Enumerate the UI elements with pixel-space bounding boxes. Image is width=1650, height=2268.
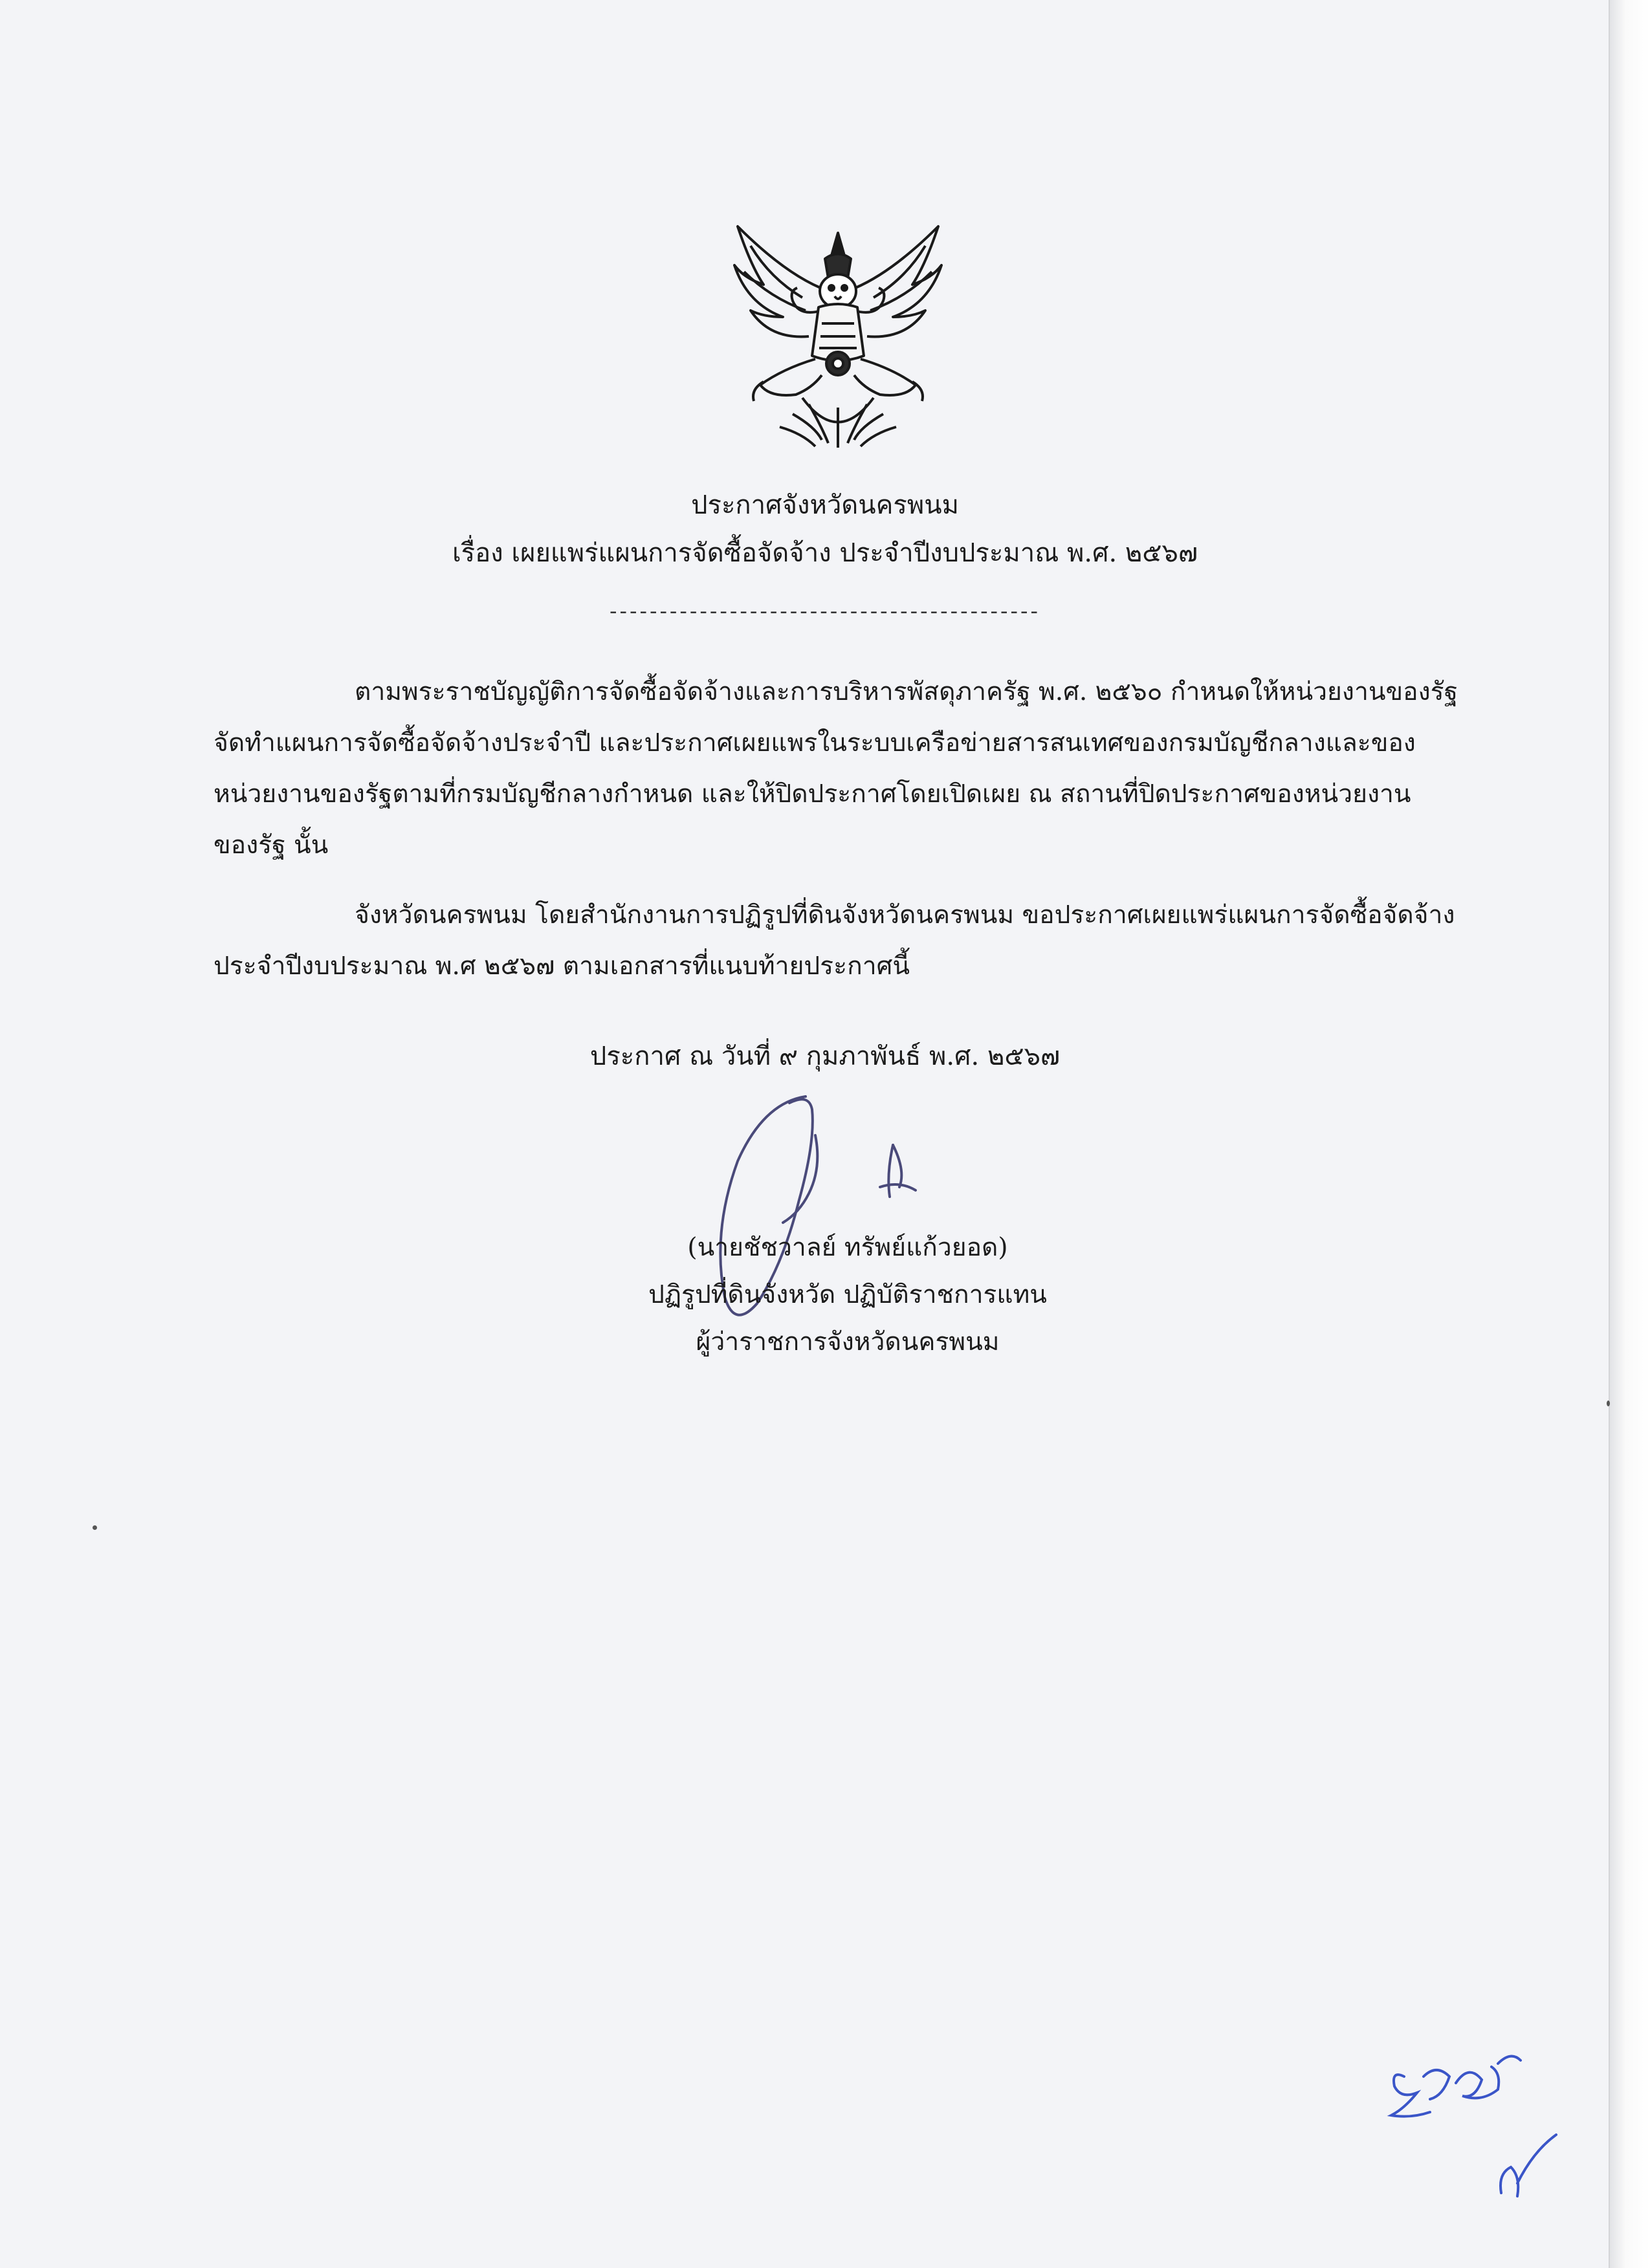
signatory-name: (นายชัชวาลย์ ทรัพย์แก้วยอด) (687, 1233, 1008, 1262)
paragraph-line: จัดทำแผนการจัดซื้อจัดจ้างประจำปี และประกาศเผยแพรในระบบเครือข่ายสารสนเทศของกรมบัญชีกลางและของ (214, 728, 1416, 758)
body-paragraph-2 (214, 889, 1482, 992)
paragraph-line: ประจำปีงบประมาณ พ.ศ ๒๕๖๗ ตามเอกสารที่แนบท้ายประกาศนี้ (214, 952, 910, 981)
paragraph-line: หน่วยงานของรัฐตามที่กรมบัญชีกลางกำหนด และให้ปิดประกาศโดยเปิดเผย ณ สถานที่ปิดประกาศของหน่วยงาน (214, 780, 1411, 809)
marginal-handwriting (1385, 2038, 1579, 2232)
announcement-date: ประกาศ ณ วันที่ ๙ กุมภาพันธ์ พ.ศ. ๒๕๖๗ (589, 1041, 1061, 1071)
garuda-emblem-icon (725, 220, 951, 453)
paper-speck (1607, 1401, 1610, 1406)
paragraph-line: จังหวัดนครพนม โดยสำนักงานการปฏิรูปที่ดินจังหวัดนครพนม ขอประกาศเผยแพร่แผนการจัดซื้อจัดจ้าง (355, 900, 1455, 930)
paper-edge (1609, 0, 1650, 2268)
paragraph-line: ตามพระราชบัญญัติการจัดซื้อจัดจ้างและการบริหารพัสดุภาครัฐ พ.ศ. ๒๕๖๐ กำหนดให้หน่วยงานของรัฐ (355, 677, 1458, 706)
paragraph-line: ของรัฐ นั้น (214, 831, 329, 860)
signatory-position: ปฏิรูปที่ดินจังหวัด ปฏิบัติราชการแทน (648, 1280, 1047, 1309)
announcement-title: ประกาศจังหวัดนครพนม (691, 490, 959, 520)
paper-speck (93, 1525, 97, 1530)
separator-rule: ------------------------------------------- (610, 598, 1040, 624)
signatory-block (647, 1224, 1048, 1366)
announcement-subject: เรื่อง เผยแพร่แผนการจัดซื้อจัดจ้าง ประจำปีงบประมาณ พ.ศ. ๒๕๖๗ (452, 538, 1198, 568)
body-paragraph-1 (214, 666, 1482, 871)
signatory-office: ผู้ว่าราชการจังหวัดนครพนม (696, 1327, 1000, 1357)
